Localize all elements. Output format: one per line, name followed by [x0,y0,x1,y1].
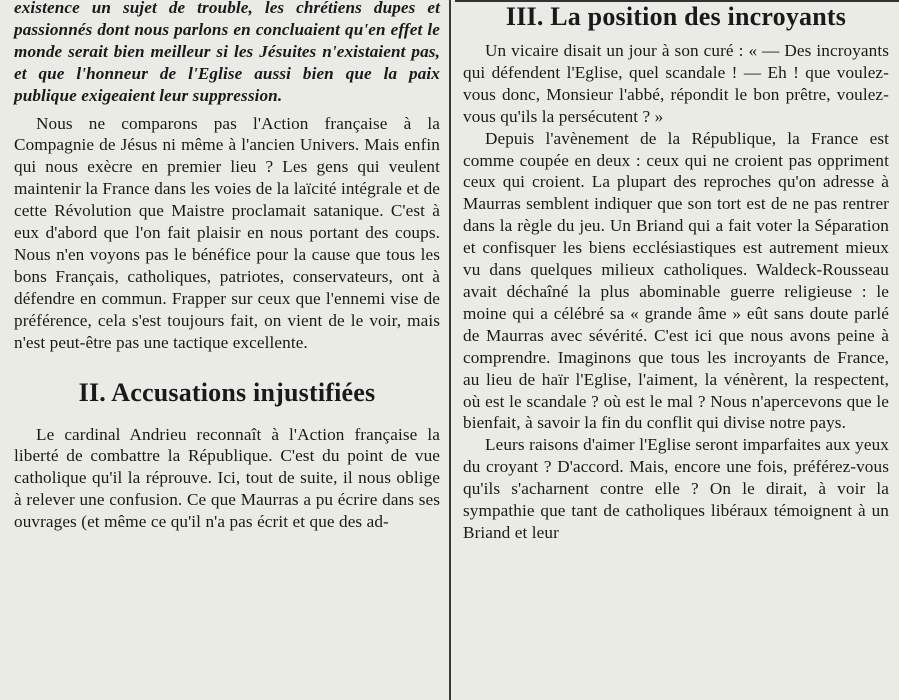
section-heading: III. La position des incroyants [505,2,847,31]
right-column [455,0,899,700]
column-rule [449,0,451,700]
paragraph: Depuis l'avènement de la République, la France est comme coupée en deux : ceux qui ne croient pas oppriment ceux qui croient. La plupart des reproches qu'on adresse à Maurras semblent indiquer que son tort est de ne pas rentrer dans la règle du jeu. Un Briand qui a fait voter la Séparation et confisquer les biens ecclésiastiques est autrement mieux vu dans quelques milieux catholiques. Waldeck-Rousseau avait déchaîné la plus abominable guerre religieuse : le moine qui a célébré sa « grande âme » eût sans doute parlé de Maurras avec sévérité. C'est ici que nous avons peine à comprendre. Imaginons que tous les incroyants de France, au lieu de haïr l'Eglise, l'aiment, la vénèrent, la respectent, où est le scandale ? où est le mal ? Nous n'apercevons que le bienfait, à savoir la fin du conflit qui divise notre pays. [463,128,889,433]
lead-paragraph: existence un sujet de trouble, les chrétiens dupes et passionnés dont nous parlons en concluaient qu'en effet le monde serait bien meilleur si les Jésuites n'existaient pas, et que l'honneur de l'Eglise aussi bien que la paix publique exigeaient leur suppression. [14,0,440,105]
paragraph: Leurs raisons d'aimer l'Eglise seront imparfaites aux yeux du croyant ? D'accord. Mais, encore une fois, préférez-vous qu'ils s'acharnent contre elle ? On le dirait, à voir la sympathie que tant de catholiques libéraux témoignent à un Briand et leur [463,435,889,542]
left-column [0,0,448,700]
paragraph: Un vicaire disait un jour à son curé : « — Des incroyants qui défendent l'Eglise, quel scandale ! — Eh ! que voulez-vous donc, Monsieur l'abbé, répondit le bon prêtre, voulez-vous qu'ils la persécutent ? » [463,41,889,126]
section-heading: II. Accusations injustifiées [78,377,376,407]
paragraph: Le cardinal Andrieu reconnaît à l'Action française la liberté de combattre la République. C'est du point de vue catholique qu'il la réprouve. Ici, tout de suite, il nous oblige à relever une confusion. Ce que Maurras a pu écrire dans ses ouvrages (et même ce qu'il n'a pas écrit et que des ad- [14,424,440,532]
paragraph: Nous ne comparons pas l'Action française à la Compagnie de Jésus ni même à l'ancien Univers. Mais enfin qui nous exècre en premier lieu ? Les gens qui veulent maintenir la France dans les voies de la laïcité intégrale et de cette Révolution que Maistre proclamait satanique. C'est à eux d'abord que l'on fait plaisir en nous portant des coups. Nous n'en voyons pas le bénéfice pour la cause que tous les bons Français, catholiques, patriotes, conservateurs, ont à défendre en commun. Frapper sur ceux que l'ennemi vise de préférence, cela s'est toujours fait, on vient de le voir, mais n'est peut-être pas une tactique excellente. [14,113,440,352]
